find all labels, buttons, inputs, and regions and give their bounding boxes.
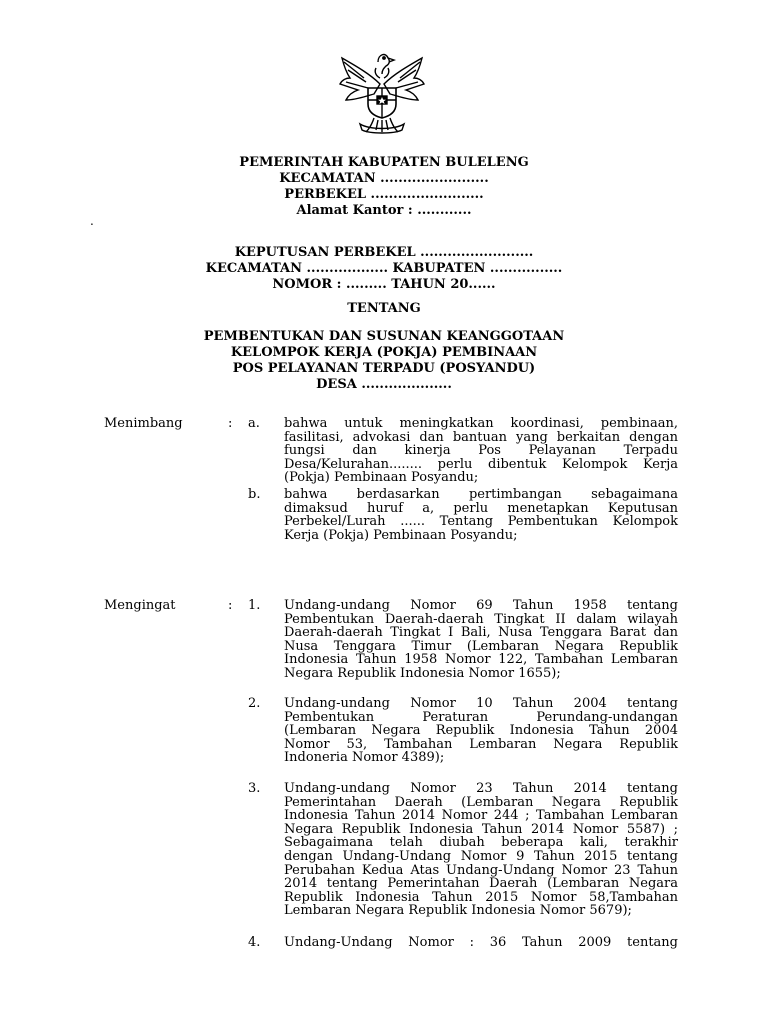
text-line: Indonesia Tahun 1958 Nomor 122, Tambahan Lembaran: [284, 652, 678, 668]
menimbang-item-b-number: b.: [248, 487, 261, 502]
decision-line-3: NOMOR : ......... TAHUN 20......: [272, 277, 496, 292]
text-line: Daerah-daerah Tingkat I Bali, Nusa Tenggara Barat dan: [284, 625, 678, 641]
text-line: Undang-Undang Nomor : 36 Tahun 2009 tentang: [284, 935, 678, 950]
text-line: Negara Republik Indonesia Tahun 2014 Nomor 5587) ;: [284, 821, 678, 837]
letterhead-government: PEMERINTAH KABUPATEN BULELENG: [239, 155, 529, 170]
letterhead-office-address: Alamat Kantor : ............: [296, 203, 472, 218]
decision-title-line-1: PEMBENTUKAN DAN SUSUNAN KEANGGOTAAN: [203, 329, 565, 344]
mengingat-label: Mengingat: [104, 598, 176, 613]
text-line: (Lembaran Negara Republik Indonesia Tahun 2004: [284, 723, 678, 739]
decision-title-line-2: KELOMPOK KERJA (POKJA) PEMBINAAN: [230, 345, 538, 360]
text-line: Nusa Tenggara Timur (Lembaran Negara Republik: [284, 638, 678, 654]
text-line: Republik Indonesia Tahun 2015 Nomor 58,Tambahan: [284, 889, 678, 905]
text-line: Pembentukan Daerah-daerah Tingkat II dalam wilayah: [284, 611, 678, 627]
tentang-heading: [0, 302, 768, 318]
mengingat-item-3-text: [284, 782, 678, 918]
text-line: Kerja (Pokja) Pembinaan Posyandu;: [284, 527, 518, 543]
letterhead-village-head: PERBEKEL .........................: [284, 187, 484, 202]
text-line: Sebagaimana telah diubah beberapa kali, terakhir: [284, 835, 678, 851]
text-line: Undang-undang Nomor 10 Tahun 2004 tentang: [284, 696, 678, 711]
text-line: Undang-undang Nomor 69 Tahun 1958 tentang: [284, 598, 678, 613]
tentang-label: TENTANG: [347, 301, 421, 316]
text-line: Indoneria Nomor 4389);: [284, 750, 445, 766]
letterhead-district: KECAMATAN ........................: [279, 171, 489, 186]
text-line: Negara Republik Indonesia Nomor 1655);: [284, 665, 561, 681]
text-line: Perbekel/Lurah ...... Tentang Pembentukan Kelompok: [284, 514, 678, 530]
garuda-emblem-icon: [334, 44, 430, 136]
text-line: Undang-undang Nomor 23 Tahun 2014 tentang: [284, 781, 678, 796]
stray-dot: .: [90, 214, 94, 228]
text-line: Indonesia Tahun 2014 Nomor 244 ; Tambahan Lembaran: [284, 808, 678, 824]
decision-line-2: KECAMATAN .................. KABUPATEN ................: [205, 261, 563, 276]
decision-title-line-4: DESA ....................: [316, 377, 452, 392]
mengingat-item-2-text: [284, 697, 678, 765]
menimbang-colon: :: [228, 416, 233, 431]
menimbang-label: Menimbang: [104, 416, 183, 431]
text-line: Perubahan Kedua Atas Undang-Undang Nomor 23 Tahun: [284, 862, 678, 878]
text-line: Desa/Kelurahan........ perlu dibentuk Kelompok Kerja: [284, 456, 678, 472]
decision-heading: [0, 246, 768, 294]
menimbang-item-a-text: [284, 417, 678, 485]
text-line: Pembentukan Peraturan Perundang-undangan: [284, 709, 678, 725]
text-line: fungsi dan kinerja Pos Pelayanan Terpadu: [284, 443, 678, 459]
menimbang-item-b-text: [284, 488, 678, 542]
text-line: Pemerintahan Daerah (Lembaran Negara Republik: [284, 794, 678, 810]
mengingat-item-4-text: [284, 936, 678, 950]
text-line: dengan Undang-Undang Nomor 9 Tahun 2015 tentang: [284, 848, 678, 864]
mengingat-item-2-number: 2.: [248, 696, 261, 711]
text-line: fasilitasi, advokasi dan bantuan yang berkaitan dengan: [284, 429, 678, 445]
text-line: (Pokja) Pembinaan Posyandu;: [284, 470, 479, 486]
decision-line-1: KEPUTUSAN PERBEKEL .........................: [234, 245, 534, 260]
text-line: dimaksud huruf a, perlu menetapkan Keputusan: [284, 500, 678, 516]
mengingat-item-1-text: [284, 599, 678, 681]
decision-title-line-3: POS PELAYANAN TERPADU (POSYANDU): [232, 361, 536, 376]
mengingat-item-1-number: 1.: [248, 598, 261, 613]
mengingat-item-3-number: 3.: [248, 781, 261, 796]
text-line: Nomor 53, Tambahan Lembaran Negara Republik: [284, 736, 678, 752]
mengingat-colon: :: [228, 598, 233, 613]
mengingat-item-4-number: 4.: [248, 935, 261, 950]
text-line: Lembaran Negara Republik Indonesia Nomor 5679);: [284, 903, 632, 919]
text-line: 2014 tentang Pemerintahan Daerah (Lembaran Negara: [284, 876, 678, 892]
menimbang-item-a-number: a.: [248, 416, 260, 431]
decision-title: [0, 330, 768, 394]
text-line: bahwa untuk meningkatkan koordinasi, pembinaan,: [284, 416, 678, 431]
text-line: bahwa berdasarkan pertimbangan sebagaimana: [284, 487, 678, 502]
letterhead: [0, 156, 768, 220]
